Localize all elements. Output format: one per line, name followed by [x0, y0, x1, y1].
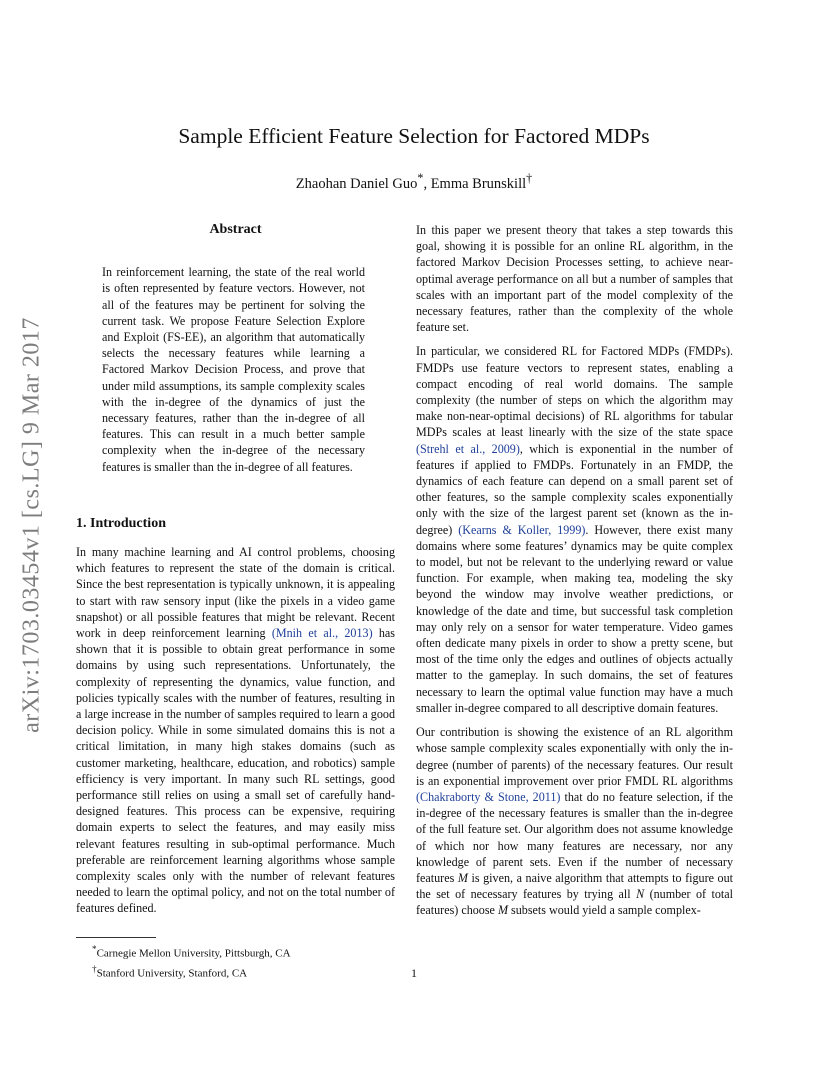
- citation-link[interactable]: (Kearns & Koller, 1999): [458, 522, 586, 537]
- arxiv-stamp: [18, 290, 46, 760]
- author-name: Zhaohan Daniel Guo: [295, 175, 418, 192]
- citation-link[interactable]: (Mnih et al., 2013): [271, 626, 373, 641]
- paragraph: [76, 544, 395, 917]
- paragraph: [416, 343, 733, 716]
- author-line: [0, 171, 828, 193]
- footnote-mark: *: [417, 171, 424, 185]
- footnote-text: Carnegie Mellon University, Pittsburgh, CA: [96, 947, 291, 960]
- section-heading: 1. Introduction: [76, 516, 166, 531]
- math-symbol: N: [636, 887, 645, 902]
- author-separator: ,: [423, 175, 431, 192]
- text-run: . However, there exist many domains where some features’ dynamics may be quite complex to model, but not be relevant to the underlying reward or value function. For example, when making tea, modeling the sky beyond the window may involve weather predictions, or knowledge of the date and time, but successful task completion may only rely on a sensor for water temperature. Video games often dedicate many pixels in order to show a pretty scene, but most of the time only the edges and outlines of objects actually matter to the gameplay. In such domains, the set of features necessary to learn the optimal value function may have a much smaller in-degree compared to all descriptive domain features.: [416, 522, 734, 715]
- abstract-text: In reinforcement learning, the state of the real world is often represented by feature vectors. However, not all of the features may be pertinent for solving the current task. We propose Feature Selection Explore and Exploit (FS-EE), an algorithm that automatically selects the necessary features while learning a Factored Markov Decision Process, and prove that under mild assumptions, its sample complexity scales with the in-degree of the dynamics of just the necessary features, rather than the in-degree of all features. This can result in a much better sample complexity when the in-degree of the necessary features is smaller than the in-degree of all features.: [102, 265, 365, 474]
- paragraph: [416, 724, 733, 918]
- citation-link[interactable]: (Strehl et al., 2009): [416, 441, 520, 456]
- footnote: [92, 942, 291, 962]
- abstract-heading: Abstract: [209, 222, 262, 237]
- text-run: is given, a naive algorithm that attempts to figure out the set of necessary features by trying all: [416, 870, 733, 902]
- math-symbol: M: [457, 870, 468, 885]
- arxiv-id: arXiv:1703.03454v1 [cs.LG] 9 Mar 2017: [18, 317, 45, 733]
- paragraph: In this paper we present theory that takes a step towards this goal, showing it is possible for an online RL algorithm, in the factored Markov Decision Processes setting, to achieve near-optimal average performance on all but a number of samples that scales with an important part of the model complexity of the necessary features, rather than the complexity of the whole feature set.: [416, 223, 733, 335]
- right-column: [416, 222, 733, 919]
- text-run: subsets would yield a sample complex-: [508, 903, 701, 918]
- footnote-text: Stanford University, Stanford, CA: [96, 967, 248, 980]
- abstract-body: [102, 252, 365, 487]
- author-name: Emma Brunskill: [430, 175, 527, 192]
- math-symbol: M: [497, 903, 509, 918]
- text-run: has shown that it is possible to obtain great performance in some domains by using such representations. Unfortunately, the complexity of representing the dynamics, value function, and policies typically scales with the number of features, resulting in a large increase in the number of samples required to learn a good decision policy. While in some simulated domains this is not a critical limitation, in many high stakes domains (such as customer marketing, healthcare, education, and robotics) sample efficiency is very important. In many such RL settings, good performance still relies on using a small set of carefully hand-designed features. This process can be expensive, requiring domain experts to select the features, and may easily miss relevant features resulting in sub-optimal performance. Much preferable are reinforcement learning algorithms whose sample complexity scales only with the number of relevant features needed to learn the optimal policy, and not on the total number of features defined.: [76, 626, 395, 916]
- paper-title: Sample Efficient Feature Selection for Factored MDPs: [178, 124, 650, 148]
- text-run: In particular, we considered RL for Factored MDPs (FMDPs). FMDPs use feature vectors to represent states, enabling a compact encoding of real world domains. The sample complexity (the number of steps on which the algorithm may make non-near-optimal decisions) of RL algorithms for tabular MDPs scales at least linearly with the size of the state space: [416, 344, 733, 440]
- footnote-mark: †: [526, 171, 533, 185]
- footnote-rule: [76, 937, 156, 938]
- text-run: In many machine learning and AI control problems, choosing which features to represent the state of the domain is critical. Since the best representation is typically unknown, it is appealing to start with raw sensory input (like the pixels in a video game snapshot) or all possible features that might be relevant. Recent work in deep reinforcement learning: [76, 545, 395, 641]
- footnote-mark: *: [92, 944, 97, 954]
- citation-link[interactable]: (Chakraborty & Stone, 2011): [416, 789, 561, 804]
- footnote-mark: †: [92, 963, 97, 974]
- text-run: that do no feature selection, if the in-degree of the necessary features is smaller than the in-degree of the full feature set. Our algorithm does not assume knowledge of which nor how many features are necessary, nor any knowledge of parent sets. Even if the number of necessary features: [416, 789, 733, 885]
- text-run: Our contribution is showing the existence of an RL algorithm whose sample complexity scales exponentially with only the in-degree (number of parents) of the necessary features. Our result is an exponential improvement over prior FMDL RL algorithms: [416, 725, 733, 788]
- text-run: , which is exponential in the number of features if applied to FMDPs. Fortunately in an FMDP, the dynamics of each feature can depend on a small parent set of other features, so the sample complexity scales exponentially only with the size of the largest parent set (known as the in-degree): [416, 441, 734, 537]
- text-run: (number of total features) choose: [416, 887, 733, 918]
- page-number: 1: [411, 966, 417, 980]
- introduction-column: [76, 544, 395, 917]
